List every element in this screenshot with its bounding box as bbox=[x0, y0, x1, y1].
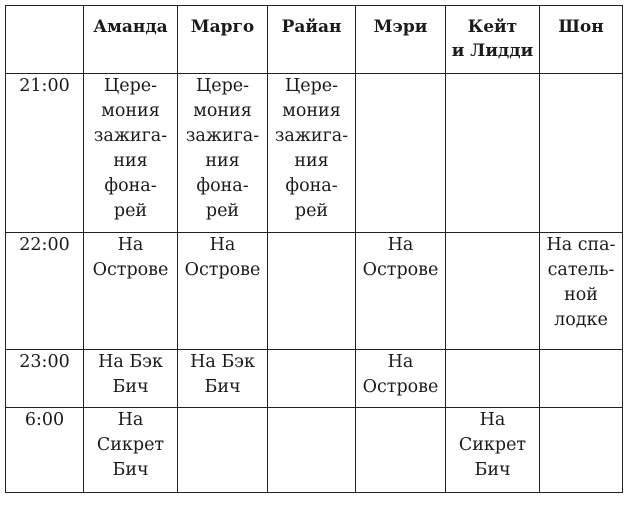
header-mary: Мэри bbox=[356, 6, 446, 74]
table-row bbox=[6, 350, 623, 408]
time-cell: 22:00 bbox=[6, 233, 84, 350]
schedule-cell-empty bbox=[540, 74, 623, 233]
schedule-cell: На спа- сатель- ной лодке bbox=[540, 233, 623, 350]
schedule-cell-empty bbox=[446, 350, 540, 408]
header-ryan: Райан bbox=[268, 6, 356, 74]
schedule-cell: На Острове bbox=[84, 233, 178, 350]
schedule-cell: Цере- мония зажига- ния фона- рей bbox=[84, 74, 178, 233]
schedule-cell: На Сикрет Бич bbox=[446, 408, 540, 493]
schedule-cell-empty bbox=[268, 350, 356, 408]
header-sean: Шон bbox=[540, 6, 623, 74]
table-row bbox=[6, 233, 623, 350]
schedule-cell-empty bbox=[178, 408, 268, 493]
schedule-cell: Цере- мония зажига- ния фона- рей bbox=[268, 74, 356, 233]
table-row bbox=[6, 408, 623, 493]
header-row bbox=[6, 6, 623, 74]
schedule-cell-empty bbox=[446, 233, 540, 350]
table-row bbox=[6, 74, 623, 233]
schedule-cell: На Острове bbox=[178, 233, 268, 350]
time-cell: 21:00 bbox=[6, 74, 84, 233]
schedule-cell: На Бэк Бич bbox=[178, 350, 268, 408]
header-kate-liddy: Кейт и Лидди bbox=[446, 6, 540, 74]
schedule-cell-empty bbox=[446, 74, 540, 233]
header-amanda: Аманда bbox=[84, 6, 178, 74]
schedule-cell-empty bbox=[268, 408, 356, 493]
schedule-cell: На Острове bbox=[356, 233, 446, 350]
schedule-cell-empty bbox=[356, 74, 446, 233]
schedule-cell: На Острове bbox=[356, 350, 446, 408]
header-margo: Марго bbox=[178, 6, 268, 74]
time-cell: 23:00 bbox=[6, 350, 84, 408]
schedule-table bbox=[5, 5, 623, 493]
schedule-cell-empty bbox=[540, 350, 623, 408]
schedule-cell-empty bbox=[540, 408, 623, 493]
time-cell: 6:00 bbox=[6, 408, 84, 493]
corner-cell bbox=[6, 6, 84, 74]
schedule-cell: На Бэк Бич bbox=[84, 350, 178, 408]
schedule-cell-empty bbox=[356, 408, 446, 493]
schedule-cell-empty bbox=[268, 233, 356, 350]
schedule-cell: На Сикрет Бич bbox=[84, 408, 178, 493]
schedule-cell: Цере- мония зажига- ния фона- рей bbox=[178, 74, 268, 233]
